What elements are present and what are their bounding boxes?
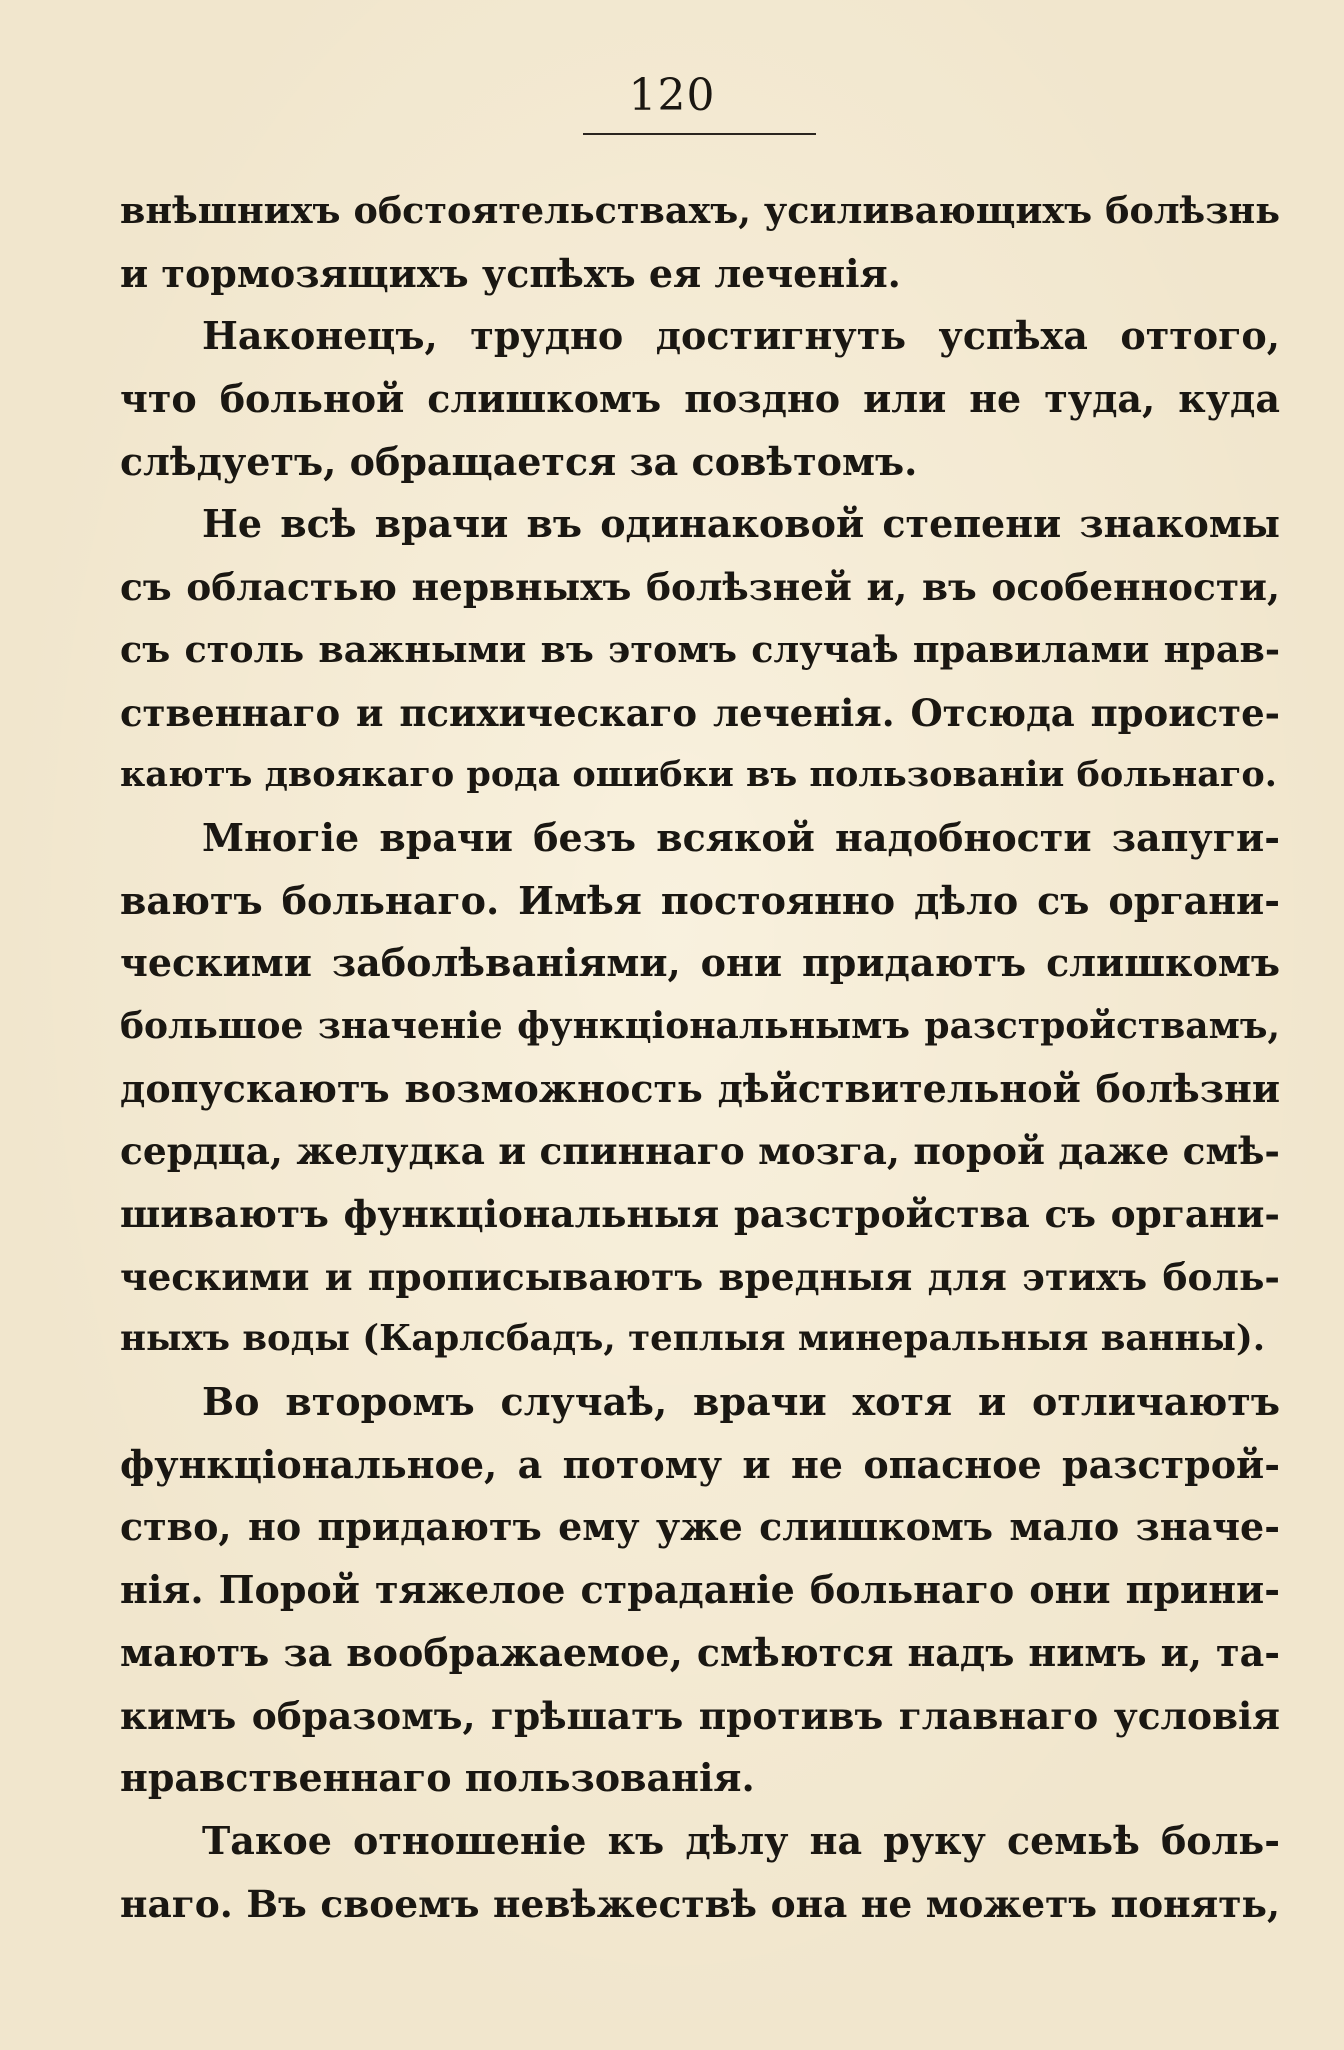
text-line: внѣшнихъ обстоятельствахъ, усиливающихъ болѣзнь [120,189,1280,232]
text-line: наго. Въ своемъ невѣжествѣ она не можетъ понять, [120,1881,1280,1926]
text-line: маютъ за воображаемое, смѣются надъ нимъ и, та- [120,1629,1280,1675]
text-line: Многіе врачи безъ всякой надобности запуги- [202,814,1280,860]
text-line: ныхъ воды (Карлсбадъ, теплыя минеральныя ванны). [120,1318,1266,1360]
text-line: Не всѣ врачи въ одинаковой степени знакомы [202,501,1280,547]
text-line: слѣдуетъ, обращается за совѣтомъ. [120,438,918,484]
text-line: и тормозящихъ успѣхъ ея леченія. [120,250,901,296]
text-line: ческими заболѣваніями, они придаютъ слишкомъ [120,940,1280,986]
text-line: Такое отношеніе къ дѣлу на руку семьѣ боль- [202,1817,1280,1863]
text-line: ческими и прописываютъ вредныя для этихъ боль- [120,1254,1280,1299]
text-line: ство, но придаютъ ему уже слишкомъ мало значе- [120,1504,1280,1550]
text-line: съ областью нервныхъ болѣзней и, въ особенности, [120,565,1280,610]
text-line: съ столь важными въ этомъ случаѣ правилами нрав- [120,627,1280,671]
text-line: допускаютъ возможность дѣйствительной болѣзни [120,1065,1280,1111]
text-line: ваютъ больнаго. Имѣя постоянно дѣло съ органи- [120,877,1280,923]
text-line: сердца, желудка и спиннаго мозга, порой даже смѣ- [120,1129,1280,1174]
text-line: Во второмъ случаѣ, врачи хотя и отличаютъ [202,1379,1280,1425]
header-rule [583,133,816,135]
text-line: Наконецъ, трудно достигнуть успѣха оттого, [202,313,1280,359]
text-line: кимъ образомъ, грѣшатъ противъ главнаго условія [120,1693,1280,1738]
text-line: каютъ двоякаго рода ошибки въ пользованіи больнаго. [120,754,1277,796]
text-line: нравственнаго пользованія. [120,1755,755,1801]
text-line: большое значеніе функціональнымъ разстройствамъ, [120,1004,1280,1047]
text-line: что больной слишкомъ поздно или не туда, куда [120,376,1280,422]
text-line: шиваютъ функціональныя разстройства съ органи- [120,1192,1280,1236]
body-text [120,180,1280,1935]
text-line: ственнаго и психическаго леченія. Отсюда проистe- [120,690,1280,735]
text-line: функціональное, а потому и не опасное разстрой- [120,1441,1280,1487]
page-number: 120 [628,70,716,121]
text-line: нія. Порой тяжелое страданіе больнаго они прини- [120,1567,1280,1613]
